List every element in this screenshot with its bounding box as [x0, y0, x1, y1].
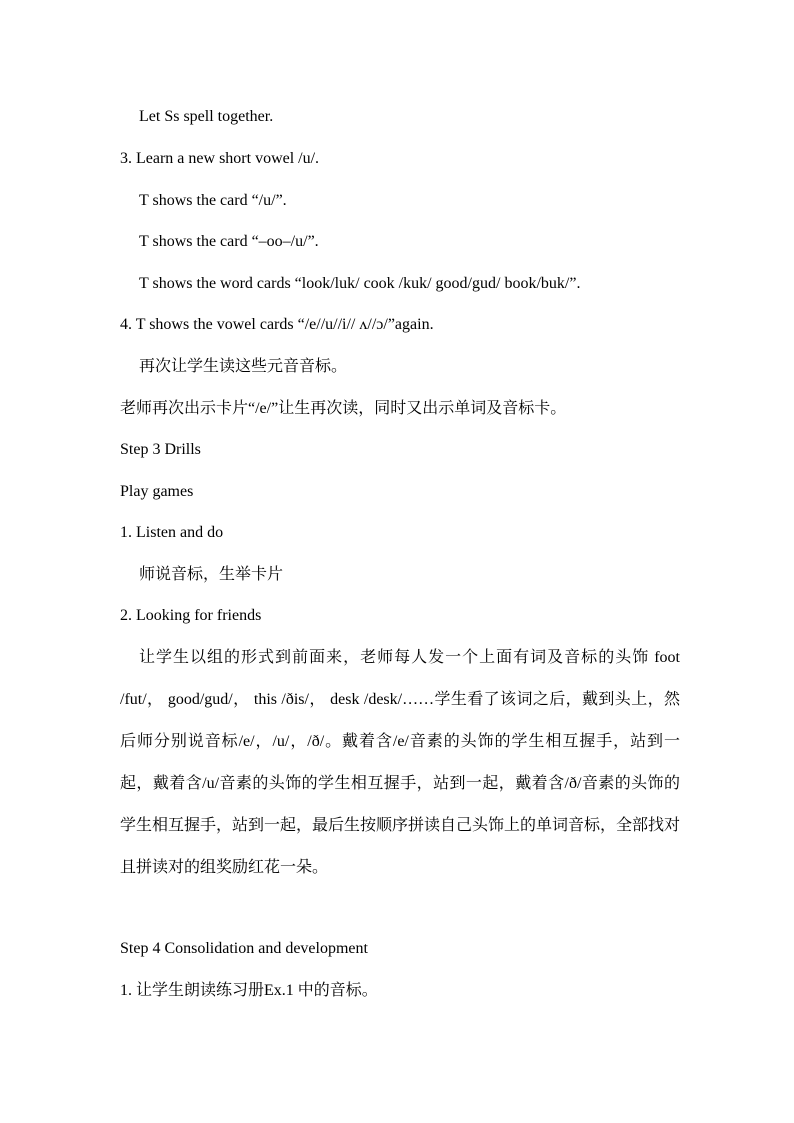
text-line-teacher-says: 师说音标，生举卡片	[139, 566, 284, 583]
list-item-looking-for-friends: 2. Looking for friends	[120, 607, 262, 624]
subheading-play-games: Play games	[120, 483, 194, 500]
game-description-paragraph	[120, 637, 680, 889]
text-line-show-card-e: 老师再次出示卡片“/e/”让生再次读，同时又出示单词及音标卡。	[120, 400, 567, 417]
game-description-text: 让学生以组的形式到前面来，老师每人发一个上面有词及音标的头饰 foot /fut/， good/gud/， this /ðis/， desk /desk/……学生看了该词之后，戴到头上，然后师分别说音标/e/，/u/，/ð/。戴着含/e/音素的头饰的学生相互握手，站到一起，戴着含/u/音素的头饰的学生相互握手，站到一起，戴着含/ð/音素的头饰的学生相互握手，站到一起，最后生按顺序拼读自己头饰上的单词音标，全部找对且拼读对的组奖励红花一朵。	[120, 649, 681, 876]
text-line-word-cards: T shows the word cards “look/luk/ cook /kuk/ good/gud/ book/buk/”.	[139, 275, 581, 292]
section-heading-step3: Step 3 Drills	[120, 441, 201, 458]
text-line-read-again: 再次让学生读这些元音音标。	[139, 358, 348, 375]
text-line-card-oo: T shows the card “–oo–/u/”.	[139, 233, 319, 250]
list-item-listen-and-do: 1. Listen and do	[120, 524, 224, 541]
section-heading-step4: Step 4 Consolidation and development	[120, 940, 368, 957]
list-item-learn-vowel: 3. Learn a new short vowel /u/.	[120, 150, 320, 167]
text-line-spell-together: Let Ss spell together.	[139, 108, 274, 125]
list-item-read-workbook: 1. 让学生朗读练习册Ex.1 中的音标。	[120, 982, 378, 999]
text-line-card-u: T shows the card “/u/”.	[139, 192, 287, 209]
list-item-vowel-cards: 4. T shows the vowel cards “/e//u//i// ʌ//ɔ/”again.	[120, 316, 434, 333]
